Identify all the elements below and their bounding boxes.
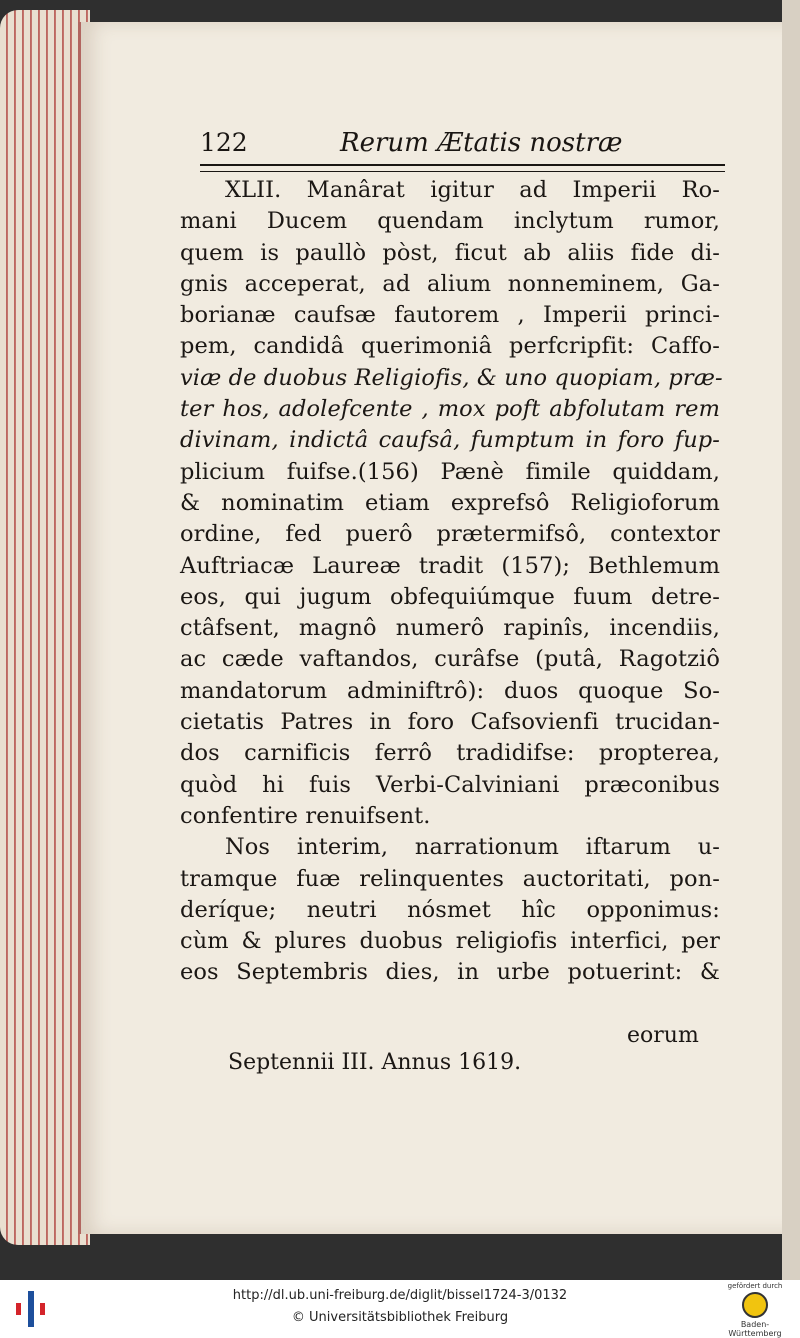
text-line: ordine, fed puerô prætermifsô, contextor — [180, 521, 720, 548]
text-line: plicium fuifse.(156) Pænè fimile quiddam, — [180, 458, 720, 485]
text-line: mandatorum adminiftrô): duos quoque So- — [180, 677, 720, 704]
text-line: ter hos, adolefcente , mox poft abfolutam rem — [180, 396, 720, 423]
text-line: eos Septembris dies, in urbe potuerint: & — [180, 959, 720, 986]
viewer-footer — [0, 1280, 800, 1338]
page-edges — [0, 10, 90, 1245]
sponsor-label: gefördert durch — [727, 1282, 783, 1290]
copyright-text: © Universitätsbibliothek Freiburg — [291, 1310, 509, 1325]
text-line: ac cæde vaftandos, curâfse (putâ, Ragotziô — [180, 646, 720, 673]
page-header — [200, 128, 720, 164]
sponsor-name: Baden-Württemberg — [728, 1320, 782, 1338]
text-line: tramque fuæ relinquentes auctoritati, pon- — [180, 865, 720, 892]
state-crest-icon — [742, 1292, 768, 1318]
text-line: eos, qui jugum obfequiúmque fuum detre- — [180, 583, 720, 610]
text-line: deríque; neutri nósmet hîc opponimus: — [180, 896, 720, 923]
signature-line: Septennii III. Annus 1619. — [228, 1050, 522, 1075]
text-line: borianæ caufsæ fautorem , Imperii princi- — [180, 302, 720, 329]
text-line: pem, candidâ querimoniâ perfcripfit: Caffo- — [180, 333, 720, 360]
permalink-url[interactable]: http://dl.ub.uni-freiburg.de/diglit/bissel1724-3/0132 — [232, 1288, 568, 1303]
body-text — [180, 175, 723, 989]
text-line: gnis acceperat, ad alium nonneminem, Ga- — [180, 270, 720, 297]
text-line: dos carnificis ferrô tradidifse: propterea, — [180, 740, 720, 767]
text-line: Nos interim, narrationum iftarum u- — [225, 834, 720, 861]
catchword: eorum — [627, 1023, 699, 1048]
book-edge-right — [782, 0, 800, 1280]
page-number: 122 — [200, 128, 248, 157]
text-line: viæ de duobus Religiofis, & uno quopiam, præ- — [180, 364, 723, 391]
header-rule — [200, 164, 725, 172]
text-line: divinam, indictâ caufsâ, fumptum in foro fup- — [180, 427, 720, 454]
text-line: Auftriacæ Laureæ tradit (157); Bethlemum — [180, 552, 720, 579]
text-line: quem is paullò pòst, ficut ab aliis fide di- — [180, 239, 720, 266]
text-line: mani Ducem quendam inclytum rumor, — [180, 208, 720, 235]
text-line: XLII. Manârat igitur ad Imperii Ro- — [225, 177, 720, 203]
text-line: & nominatim etiam exprefsô Religioforum — [180, 489, 720, 516]
text-line: quòd hi fuis Verbi-Calviniani præconibus — [180, 771, 720, 798]
text-line: cietatis Patres in foro Cafsovienfi trucidan- — [180, 709, 720, 736]
text-line: cùm & plures duobus religiofis interfici, per — [180, 928, 720, 955]
sponsor-block — [720, 1282, 790, 1338]
running-title: Rerum Ætatis nostræ — [340, 128, 623, 158]
text-line: ctâfsent, magnô numerô rapinîs, incendiis, — [180, 615, 720, 642]
text-line: confentire renuifsent. — [180, 802, 431, 829]
